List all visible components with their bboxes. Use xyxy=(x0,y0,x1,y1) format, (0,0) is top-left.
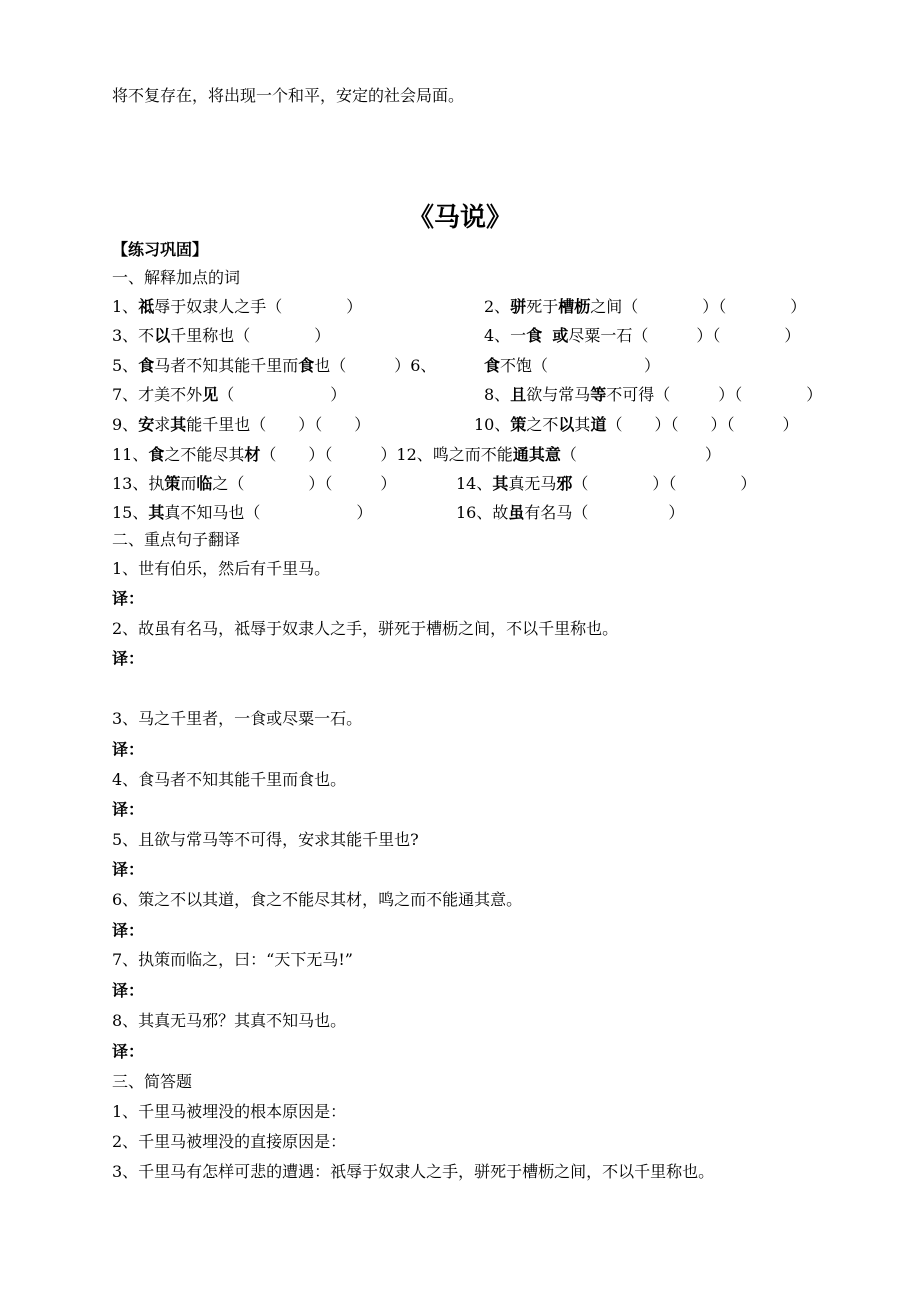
vocab-item-8: 8、且欲与常马等不可得（ ）（ ） xyxy=(484,385,823,404)
question-1: 1、千里马被埋没的根本原因是： xyxy=(112,1102,347,1121)
vocab-item-6: 食不饱（ ） xyxy=(484,356,661,375)
translate-label: 译： xyxy=(112,1042,145,1061)
vocab-item-10: 10、策之不以其道（ ）（ ）（ ） xyxy=(474,415,799,434)
sentence-1: 1、世有伯乐，然后有千里马。 xyxy=(112,559,331,578)
sentence-7: 7、执策而临之，曰：“天下无马!” xyxy=(112,950,353,969)
vocab-item-9: 9、安求其能千里也（ ）（ ） xyxy=(112,415,371,434)
part2-heading: 二、重点句子翻译 xyxy=(112,530,241,549)
question-3: 3、千里马有怎样可悲的遭遇：祇辱于奴隶人之手，骈死于槽枥之间，不以千里称也。 xyxy=(112,1162,715,1181)
vocab-item-3: 3、不以千里称也（ ） xyxy=(112,326,331,345)
top-line: 将不复存在，将出现一个和平，安定的社会局面。 xyxy=(112,86,465,105)
section-practice: 【练习巩固】 xyxy=(112,240,209,259)
sentence-3: 3、马之千里者，一食或尽粟一石。 xyxy=(112,709,363,728)
sentence-5: 5、且欲与常马等不可得，安求其能千里也? xyxy=(112,830,419,849)
translate-label: 译： xyxy=(112,740,145,759)
part3-heading: 三、简答题 xyxy=(112,1072,193,1091)
translate-label: 译： xyxy=(112,981,145,1000)
vocab-item-1: 1、祗辱于奴隶人之手（ ） xyxy=(112,297,363,316)
vocab-item-16: 16、故虽有名马（ ） xyxy=(456,503,685,522)
vocab-item-13: 13、执策而临之（ ）（ ） xyxy=(112,474,397,493)
vocab-item-5: 5、食马者不知其能千里而食也（ ）6、 xyxy=(112,356,437,375)
translate-label: 译： xyxy=(112,800,145,819)
sentence-2: 2、故虽有名马，祗辱于奴隶人之手，骈死于槽枥之间，不以千里称也。 xyxy=(112,619,619,638)
vocab-item-11-12: 11、食之不能尽其材（ ）（ ）12、鸣之而不能通其意（ ） xyxy=(112,445,721,464)
question-2: 2、千里马被埋没的直接原因是： xyxy=(112,1132,347,1151)
translate-label: 译： xyxy=(112,921,145,940)
vocab-item-14: 14、其真无马邪（ ）（ ） xyxy=(456,474,757,493)
sentence-8: 8、其真无马邪？其真不知马也。 xyxy=(112,1011,347,1030)
part1-heading: 一、解释加点的词 xyxy=(112,268,241,287)
vocab-item-4: 4、一食 或尽粟一石（ ）（ ） xyxy=(484,326,801,345)
vocab-item-15: 15、其真不知马也（ ） xyxy=(112,503,373,522)
translate-label: 译： xyxy=(112,589,145,608)
vocab-item-7: 7、才美不外见（ ） xyxy=(112,385,347,404)
translate-label: 译： xyxy=(112,860,145,879)
translate-label: 译： xyxy=(112,649,145,668)
sentence-6: 6、策之不以其道，食之不能尽其材，鸣之而不能通其意。 xyxy=(112,890,523,909)
page-title: 《马说》 xyxy=(407,203,512,233)
sentence-4: 4、食马者不知其能千里而食也。 xyxy=(112,770,347,789)
vocab-item-2: 2、骈死于槽枥之间（ ）（ ） xyxy=(484,297,807,316)
